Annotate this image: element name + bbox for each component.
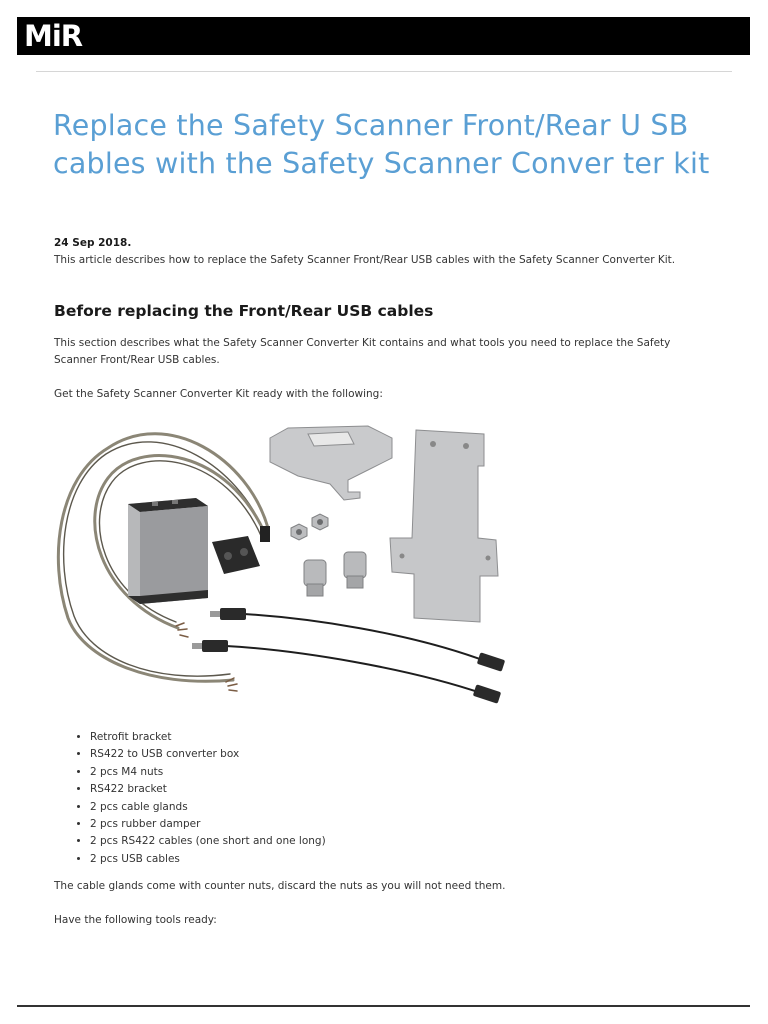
tools-intro: Have the following tools ready: xyxy=(54,914,217,926)
kit-intro: Get the Safety Scanner Converter Kit ready with the following: xyxy=(54,388,383,400)
article-date: 24 Sep 2018. xyxy=(54,237,132,249)
section-paragraph: This section describes what the Safety Scanner Converter Kit contains and what tools you need to replace the Safety Scanner Front/Rear USB cables. xyxy=(54,337,671,366)
list-item: • 2 pcs RS422 cables (one short and one long) xyxy=(90,833,326,850)
list-item: • RS422 bracket xyxy=(90,781,326,798)
article-intro: This article describes how to replace the Safety Scanner Front/Rear USB cables with the Safety Scanner Converter Kit. xyxy=(54,254,676,266)
usb-cables-illustration xyxy=(192,608,505,704)
kit-contents-image xyxy=(48,418,528,718)
list-item: • RS422 to USB converter box xyxy=(90,746,326,763)
list-item: • 2 pcs M4 nuts xyxy=(90,764,326,781)
cable-glands-illustration xyxy=(304,552,366,596)
footer-divider xyxy=(17,1005,750,1007)
rs422-bracket-illustration xyxy=(270,426,392,500)
divider xyxy=(36,71,732,72)
article-title: Replace the Safety Scanner Front/Rear U SB cables with the Safety Scanner Conver ter kit xyxy=(53,109,710,180)
kit-items-list xyxy=(72,729,326,868)
converter-box-illustration xyxy=(128,498,208,604)
list-item: • 2 pcs USB cables xyxy=(90,851,326,868)
header-bar xyxy=(17,17,750,55)
rubber-damper-illustration xyxy=(212,536,260,574)
glands-note: The cable glands come with counter nuts, discard the nuts as you will not need them. xyxy=(54,880,506,892)
section-heading: Before replacing the Front/Rear USB cables xyxy=(54,302,434,320)
retrofit-bracket-illustration xyxy=(390,430,498,622)
list-item: • 2 pcs cable glands xyxy=(90,799,326,816)
list-item: • Retrofit bracket xyxy=(90,729,326,746)
m4-nuts-illustration xyxy=(291,514,328,540)
list-item: • 2 pcs rubber damper xyxy=(90,816,326,833)
mir-logo[interactable]: MiR xyxy=(24,19,83,53)
